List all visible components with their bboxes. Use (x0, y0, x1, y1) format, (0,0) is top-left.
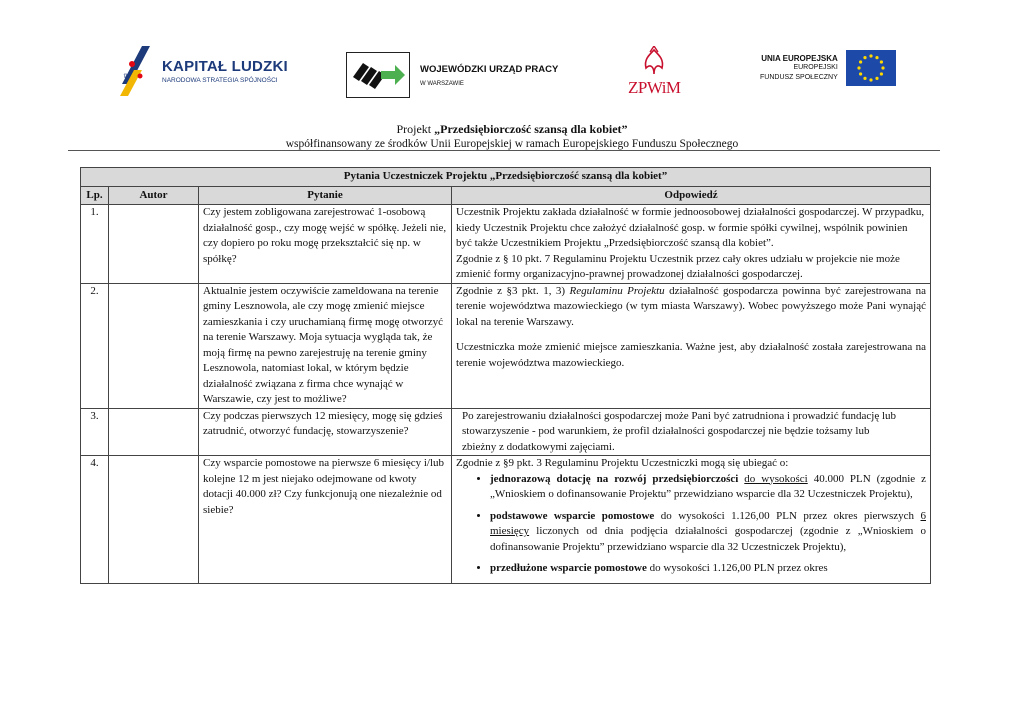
row-lp: 1. (81, 205, 109, 284)
eu-flag-icon (846, 50, 896, 86)
bullet-title: podstawowe wsparcie pomostowe (490, 509, 655, 522)
table-title: Pytania Uczestniczek Projektu „Przedsiębiorczość szansą dla kobiet” (81, 168, 931, 187)
bullet-text: liczonych od dnia podjęcia działalności gospodarczej (zgodnie z „Wnioskiem o dofinansowanie Projektu” przewidziano wsparcie dla 32 Uczestniczek Projektu), (490, 525, 926, 553)
answer-paragraph: Zgodnie z § 10 pkt. 7 Regulaminu Projektu Uczestnik przez cały okres udziału w projekcie nie może zmienić formy organizacyjno-prawnej prowadzonej działalności gospodarczej. (456, 252, 900, 280)
col-header-lp: Lp. (81, 186, 109, 205)
heading-project-title: „Przedsiębiorczość szansą dla kobiet” (434, 122, 628, 136)
row-lp: 2. (81, 283, 109, 408)
heading-divider (68, 150, 940, 151)
answer-paragraph: Po zarejestrowaniu działalności gospodarczej może Pani być zatrudniona i prowadzić fundację lub stowarzyszenie - pod warunkiem, że profil działalności gospodarczej nie będzie tożsamy lub zbieżny z dodatkowymi zajęciami. (462, 409, 897, 453)
answer-regulation-ref: Regulaminu Projektu (569, 284, 665, 297)
answer-intro: Zgodnie z §9 pkt. 3 Regulaminu Projektu Uczestniczki mogą się ubiegać o: (456, 457, 789, 469)
col-header-author: Autor (109, 186, 199, 205)
zpwim-logo (628, 46, 681, 98)
heading-prefix: Projekt (396, 122, 435, 136)
heading-cofinancing: współfinansowany ze środków Unii Europejskiej w ramach Europejskiego Funduszu Społecznego (285, 138, 739, 150)
row-answer (452, 205, 931, 284)
answer-text: Zgodnie z §3 pkt. 1, 3) (456, 284, 570, 297)
list-item (490, 472, 926, 503)
table-header-row (81, 186, 931, 205)
eu-line1: UNIA EUROPEJSKA (761, 53, 838, 63)
bullet-text: 40.000 PLN (zgodnie z „Wnioskiem o dofinansowanie Projektu” przewidziano wsparcie dla 32 Uczestniczek Projektu), (490, 472, 926, 500)
kapital-ludzki-title: KAPITAŁ LUDZKI (162, 58, 288, 75)
col-header-answer: Odpowiedź (452, 186, 931, 205)
row-lp: 3. (81, 408, 109, 456)
answer-text: działalność gospodarcza powinna być zarejestrowana na terenie województwa mazowieckiego (w tym miasta Warszawy). Wobec powyższego może Pani wynająć lokal na terenie Warszawy. (456, 284, 926, 328)
eu-logo (760, 50, 896, 86)
list-item (490, 509, 926, 556)
row-author (109, 456, 199, 584)
wup-logo (346, 52, 558, 98)
table-row (81, 283, 931, 408)
document-heading (0, 122, 1024, 152)
row-lp: 4. (81, 456, 109, 584)
wup-emblem-icon (346, 52, 410, 98)
row-author (109, 283, 199, 408)
wup-subtitle: W WARSZAWIE (420, 80, 464, 87)
row-answer (452, 408, 931, 456)
logo-row (0, 38, 1024, 108)
answer-bullet-list (456, 472, 926, 577)
row-question: Czy jestem zobligowana zarejestrować 1-osobową działalność gosp., czy mogę wejść w spółkę. Jeżeli nie, czy dopiero po roku mogę przekształcić się np. w spółkę? (199, 205, 452, 284)
bullet-text: do wysokości 1.126,00 PLN przez okres pierwszych (654, 509, 921, 522)
bullet-title: jednorazową dotację na rozwój przedsiębiorczości (490, 472, 739, 485)
questions-table (80, 167, 931, 584)
col-header-question: Pytanie (199, 186, 452, 205)
table-row (81, 456, 931, 584)
row-question: Czy wsparcie pomostowe na pierwsze 6 miesięcy i/lub kolejne 12 m jest niejako odejmowane od kwoty dotacji 40.000 zł? Czy funkcjonują one niezależnie od siebie? (199, 456, 452, 584)
table-row (81, 205, 931, 284)
kapital-ludzki-subtitle: NARODOWA STRATEGIA SPÓJNOŚCI (162, 77, 278, 84)
eu-line2: EUROPEJSKI (793, 63, 838, 71)
row-answer (452, 283, 931, 408)
row-answer (452, 456, 931, 584)
zpwim-emblem-icon (634, 46, 674, 80)
list-item (490, 561, 926, 577)
answer-paragraph: Uczestniczka może zmienić miejsce zamieszkania. Ważne jest, aby działalność została zarejestrowana na terenie województwa mazowieckiego. (456, 341, 926, 369)
kapital-ludzki-logo (120, 44, 288, 98)
bullet-underlined: do wysokości (744, 472, 808, 485)
wup-title: WOJEWÓDZKI URZĄD PRACY (420, 63, 559, 75)
eu-line3: FUNDUSZ SPOŁECZNY (760, 73, 838, 81)
row-question: Aktualnie jestem oczywiście zameldowana na terenie gminy Lesznowola, ale czy mogę zmienić miejsce zamieszkania i czy uruchamianą firmę mogę otworzyć na terenie Warszawy. Moja sytuacja wygląda tak, że moją firmę na pewno zarejestruję na terenie gminy Lesznowola, natomiast lokal, w którym będzie działalność związana z firma chce wynająć w Warszawie, czy jest to możliwe? (199, 283, 452, 408)
row-question: Czy podczas pierwszych 12 miesięcy, mogę się gdzieś zatrudnić, otworzyć fundację, stowarzyszenie? (199, 408, 452, 456)
bullet-underlined: 6 miesięcy (490, 509, 926, 537)
kapital-ludzki-emblem-icon (120, 44, 154, 98)
answer-paragraph: Uczestnik Projektu zakłada działalność w formie jednoosobowej działalności gospodarczej. W przypadku, kiedy Uczestnik Projektu chce założyć działalność gosp. w formie spółki cywilnej, wspólnik powinien być także Uczestnikiem Projektu „Przedsiębiorczość szansą dla kobiet”. (456, 206, 925, 249)
bullet-text: do wysokości 1.126,00 PLN przez okres (646, 562, 828, 574)
row-author (109, 205, 199, 284)
table-row (81, 408, 931, 456)
row-author (109, 408, 199, 456)
answer-paragraph (456, 284, 926, 331)
zpwim-text: ZPWiM (628, 78, 681, 97)
table-title-row (81, 168, 931, 187)
bullet-title: przedłużone wsparcie pomostowe (490, 562, 647, 574)
